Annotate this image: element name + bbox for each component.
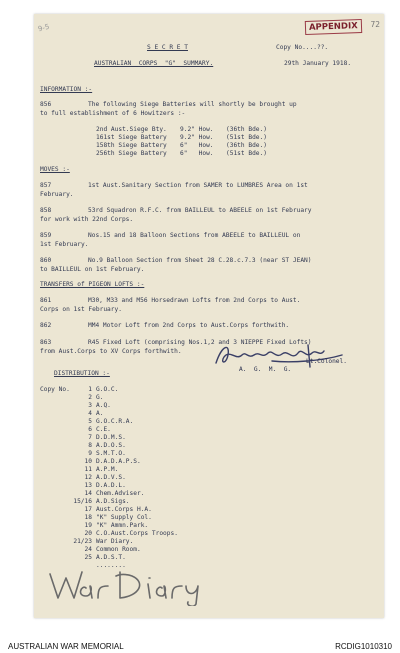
document-title: AUSTRALIAN CORPS "G" SUMMARY. [94,60,214,67]
move-text-line-2: to BAILLEUL on 1st February. [40,266,145,273]
recipient: Chem.Adviser. [96,490,145,497]
signature-rank: Lt.Colonel. [306,358,347,365]
war-diary-handwriting [46,566,206,606]
copy-number: Copy No....??. [276,44,329,51]
recipient: "K" Ammn.Park. [96,522,149,529]
footer-record-id: RCDIG1010310 [335,642,392,651]
battery-brigade: (36th Bde.) [226,142,267,149]
recipient: A.D.V.S. [96,474,126,481]
para-number: 860 [40,257,52,264]
para-number-856: 856 [40,101,52,108]
recipient: "K" Supply Col. [96,514,152,521]
recipient: D.A.D.A.P.S. [96,458,141,465]
info-text-line-1: The following Siege Batteries will shortly be brought up [88,101,297,108]
battery-brigade: (51st Bde.) [226,134,267,141]
loft-text-line-1: MM4 Motor Loft from 2nd Corps to Aust.Corps forthwith. [88,322,290,329]
copy-no: 25 [84,554,92,561]
information-heading: INFORMATION :- [40,86,93,93]
distribution-heading: DISTRIBUTION :- [54,370,110,377]
recipient: G.O.C. [96,386,119,393]
copy-no: 3 [88,402,92,409]
loft-text-line-1: M30, M33 and M56 Horsedrawn Lofts from 2nd Corps to Aust. [88,297,301,304]
move-text-line-1: No.9 Balloon Section from Sheet 28 C.28.c.7.3 (near ST JEAN) [88,257,312,264]
copy-no: 13 [84,482,92,489]
battery-unit: 161st Siege Battery [96,134,167,141]
copy-no: 10 [84,458,92,465]
recipient: Common Room. [96,546,141,553]
recipient: A.D.Sigs. [96,498,130,505]
recipient: C.E. [96,426,111,433]
battery-brigade: (51st Bde.) [226,150,267,157]
recipient: A.D.S.T. [96,554,126,561]
move-text-line-1: 53rd Squadron R.F.C. from BAILLEUL to ABEELE on 1st February [88,207,312,214]
corner-mark: 9-5 [37,22,51,34]
recipient: A.Q. [96,402,111,409]
moves-heading: MOVES :- [40,166,70,173]
battery-gun: 6" How. [180,150,214,157]
document-date: 29th January 1918. [284,60,352,67]
move-text-line-1: 1st Aust.Sanitary Section from SAMER to LUMBRES Area on 1st [88,182,308,189]
para-number: 861 [40,297,52,304]
appendix-stamp: APPENDIX [305,19,362,35]
recipient: C.O.Aust.Corps Troops. [96,530,178,537]
battery-gun: 6" How. [180,142,214,149]
recipient: D.A.D.L. [96,482,126,489]
copy-no: 15/16 [73,498,92,505]
pigeon-lofts-heading: TRANSFERS of PIGEON LOFTS :- [40,281,145,288]
recipient: G.O.C.R.A. [96,418,134,425]
recipient: S.M.T.O. [96,450,126,457]
footer-archive-name: AUSTRALIAN WAR MEMORIAL [8,642,124,651]
copy-no: 9 [88,450,92,457]
para-number: 858 [40,207,52,214]
list-continuation-dots: ........ [96,562,126,569]
copy-no: 20 [84,530,92,537]
para-number: 859 [40,232,52,239]
signature-scribble [212,341,372,371]
copy-no: 24 [84,546,92,553]
battery-unit: 256th Siege Battery [96,150,167,157]
para-number: 863 [40,339,52,346]
para-number: 857 [40,182,52,189]
copy-no: 6 [88,426,92,433]
copy-no: 7 [88,434,92,441]
move-text-line-2: February. [40,191,74,198]
copy-no: 8 [88,442,92,449]
copy-no: 12 [84,474,92,481]
signature-title: A. G. M. G. [239,366,292,373]
copy-no: 19 [84,522,92,529]
copy-no: 2 [88,394,92,401]
copy-no: 14 [84,490,92,497]
battery-gun: 9.2" How. [180,134,214,141]
secret-heading: S E C R E T [147,44,188,51]
info-text-line-2: to full establishment of 6 Howitzers :- [40,110,186,117]
battery-brigade: (36th Bde.) [226,126,267,133]
copy-no: 17 [84,506,92,513]
move-text-line-2: for work with 22nd Corps. [40,216,134,223]
recipient: G. [96,394,104,401]
recipient: A.P.M. [96,466,119,473]
copy-no: 18 [84,514,92,521]
loft-text-line-1: R45 Fixed Loft (comprising Nos.1,2 and 3 NIEPPE Fixed Lofts) [88,339,312,346]
loft-text-line-2: from Aust.Corps to XV Corps forthwith. [40,348,182,355]
move-text-line-2: 1st February. [40,241,89,248]
copy-no: 4 [88,410,92,417]
loft-text-line-2: Corps on 1st February. [40,306,122,313]
move-text-line-1: Nos.15 and 18 Balloon Sections from ABEELE to BAILLEUL on [88,232,301,239]
recipient: War Diary. [96,538,134,545]
battery-gun: 9.2" How. [180,126,214,133]
battery-unit: 2nd Aust.Siege Bty. [96,126,167,133]
copy-no: 1 [88,386,92,393]
document-page [34,14,384,618]
copy-prefix: Copy No. [40,386,70,393]
recipient: D.D.M.S. [96,434,126,441]
folio-number: 72 [370,20,380,29]
recipient: A. [96,410,104,417]
para-number: 862 [40,322,52,329]
recipient: A.D.O.S. [96,442,126,449]
battery-unit: 158th Siege Battery [96,142,167,149]
copy-no: 21/23 [73,538,92,545]
copy-no: 5 [88,418,92,425]
copy-no: 11 [84,466,92,473]
recipient: Aust.Corps H.A. [96,506,152,513]
